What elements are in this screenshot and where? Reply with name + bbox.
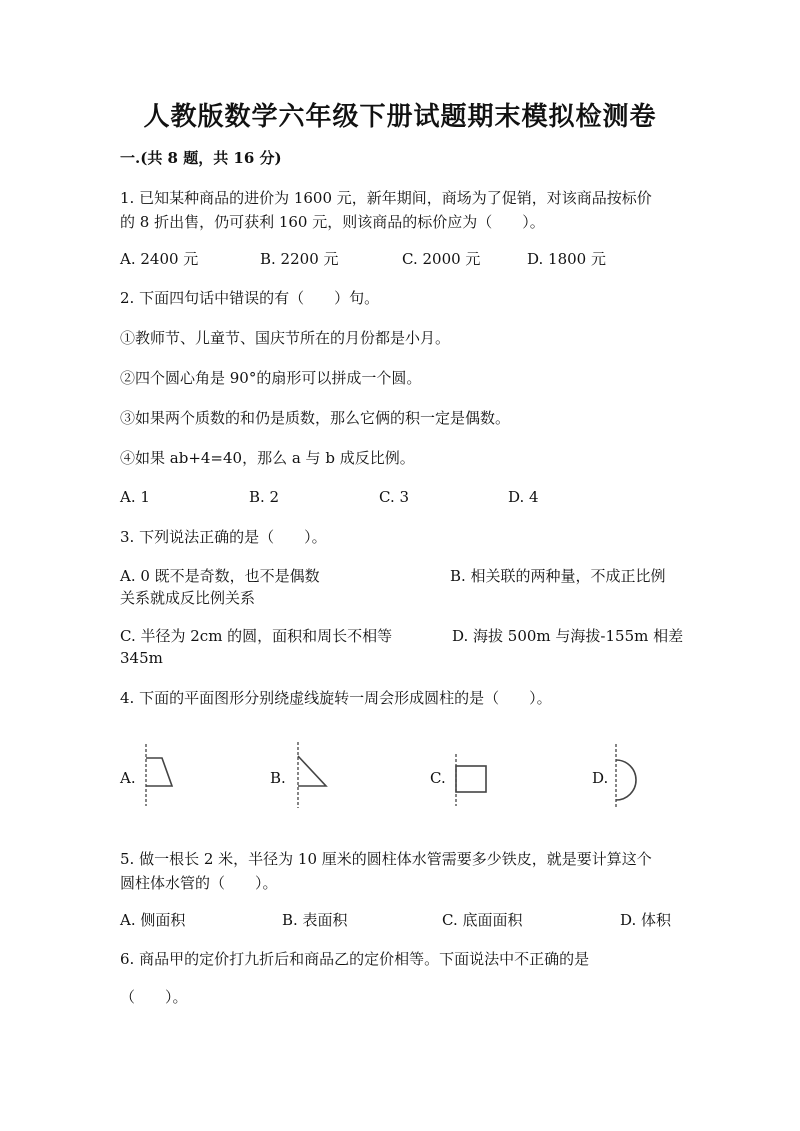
q3-option-d-line1: D. 海拔 500m 与海拔-155m 相差 [452, 627, 684, 645]
trapezoid-shape [140, 742, 200, 812]
rectangle-shape [452, 742, 512, 812]
q2-statement-4: ④如果 ab+4=40，那么 a 与 b 成反比例。 [120, 449, 415, 467]
semicircle-shape [606, 742, 666, 812]
q4-figure-a-label: A. [120, 769, 136, 787]
q4-figure-a [120, 742, 190, 812]
section-heading: 一.(共 8 题，共 16 分) [120, 149, 282, 167]
q2-option-b: B. 2 [249, 488, 280, 506]
q2-option-c: C. 3 [379, 488, 410, 506]
q4-figure-d-label: D. [592, 769, 609, 787]
q4-figure-b-label: B. [270, 769, 286, 787]
q2-statement-1: ①教师节、儿童节、国庆节所在的月份都是小月。 [120, 329, 451, 347]
q5-option-c: C. 底面面积 [442, 911, 523, 929]
q1-option-c: C. 2000 元 [402, 250, 481, 268]
q4-figure-d [592, 742, 662, 812]
q1-option-d: D. 1800 元 [527, 250, 606, 268]
q2-statement-2: ②四个圆心角是 90°的扇形可以拼成一个圆。 [120, 369, 422, 387]
q4-stem: 4. 下面的平面图形分别绕虚线旋转一周会形成圆柱的是（ ）。 [120, 689, 552, 707]
q3-option-c: C. 半径为 2cm 的圆，面积和周长不相等 [120, 627, 393, 645]
q6-stem-line2: （ ）。 [120, 988, 188, 1006]
q1-stem-line1: 1. 已知某种商品的进价为 1600 元，新年期间，商场为了促销，对该商品按标价 [120, 189, 652, 207]
q3-option-a: A. 0 既不是奇数，也不是偶数 [120, 567, 320, 585]
q2-statement-3: ③如果两个质数的和仍是质数，那么它俩的积一定是偶数。 [120, 409, 511, 427]
q2-stem: 2. 下面四句话中错误的有（ ）句。 [120, 289, 380, 307]
q3-stem: 3. 下列说法正确的是（ ）。 [120, 528, 327, 546]
q5-option-b: B. 表面积 [282, 911, 348, 929]
q1-option-b: B. 2200 元 [260, 250, 339, 268]
q4-figure-c [430, 742, 510, 812]
q5-option-a: A. 侧面积 [120, 911, 186, 929]
q4-figure-c-label: C. [430, 769, 446, 787]
q2-option-a: A. 1 [120, 488, 150, 506]
q1-stem-line2: 的 8 折出售，仍可获利 160 元，则该商品的标价应为（ ）。 [120, 213, 545, 231]
q3-option-b-line2: 关系就成反比例关系 [120, 589, 256, 607]
triangle-shape [290, 742, 350, 812]
q1-option-a: A. 2400 元 [120, 250, 199, 268]
q3-option-b-line1: B. 相关联的两种量，不成正比例 [450, 567, 666, 585]
q5-option-d: D. 体积 [620, 911, 672, 929]
q6-stem-line1: 6. 商品甲的定价打九折后和商品乙的定价相等。下面说法中不正确的是 [120, 950, 590, 968]
q2-option-d: D. 4 [508, 488, 539, 506]
q3-option-d-line2: 345m [120, 649, 163, 667]
q4-figure-b [270, 742, 340, 812]
page-title: 人教版数学六年级下册试题期末模拟检测卷 [143, 102, 657, 132]
q5-stem-line1: 5. 做一根长 2 米，半径为 10 厘米的圆柱体水管需要多少铁皮，就是要计算这个 [120, 850, 652, 868]
q5-stem-line2: 圆柱体水管的（ ）。 [120, 874, 278, 892]
